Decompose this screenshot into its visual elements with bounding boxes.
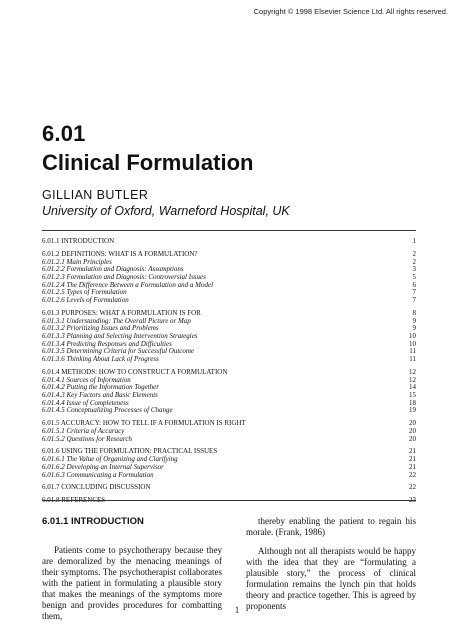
toc-entry-page: 20 <box>409 419 416 428</box>
body-paragraph: Although not all therapists would be happy with the idea that they are “formulating a plausible story,” the process of clinical formulation remains the lynch pin that holds theory and practice together. This is agreed by proponents <box>246 546 416 611</box>
toc-top-rule <box>42 230 416 231</box>
toc-entry-title: 6.01.3.3 Planning and Selecting Intervention Strategies <box>42 331 198 340</box>
toc-subsection-entry <box>42 297 416 305</box>
toc-entry-page: 19 <box>409 406 416 415</box>
right-column <box>246 516 416 612</box>
toc-entry-page: 22 <box>409 470 416 479</box>
copyright-notice: Copyright © 1998 Elsevier Science Ltd. All rights reserved. <box>253 7 448 16</box>
toc-entry-page: 9 <box>412 316 416 325</box>
section-heading: 6.01.1 INTRODUCTION <box>42 516 144 527</box>
toc-entry-title: 6.01.2 DEFINITIONS: WHAT IS A FORMULATION? <box>42 249 198 258</box>
toc-entry-title: 6.01.3 PURPOSES: WHAT A FORMULATION IS FOR <box>42 308 201 317</box>
toc-entry-title: 6.01.8 REFERENCES <box>42 496 106 505</box>
toc-entry-title: 6.01.4.4 Issue of Completeness <box>42 398 129 407</box>
toc-entry-page: 12 <box>409 375 416 384</box>
toc-entry-page: 1 <box>412 237 416 245</box>
toc-entry-title: 6.01.4.5 Conceptualizing Processes of Change <box>42 406 173 415</box>
intro-paragraph: Patients come to psychotherapy because they are demoralized by the menacing meanings of their symptoms. The psychotherapist collaborates with the patient in formulating a plausible story that makes the meanings of the symptoms more benign and provides procedures for combatting them, <box>42 545 222 621</box>
toc-entry-page: 18 <box>409 398 416 407</box>
toc-entry-page: 20 <box>409 426 416 435</box>
page-number: 1 <box>234 605 240 615</box>
toc-entry-title: 6.01.6 USING THE FORMULATION: PRACTICAL ISSUES <box>42 447 218 456</box>
toc-entry-title: 6.01.4 METHODS: HOW TO CONSTRUCT A FORMULATION <box>42 367 228 376</box>
toc-entry-page: 11 <box>409 347 416 356</box>
toc-entry-title: 6.01.4.2 Putting the Information Together <box>42 383 159 392</box>
toc-entry-page: 21 <box>409 447 416 456</box>
toc-entry-title: 6.01.2.3 Formulation and Diagnosis: Controversial Issues <box>42 272 206 281</box>
toc-entry-page: 2 <box>412 249 416 258</box>
toc-entry-page: 3 <box>412 265 416 274</box>
toc-entry-title: 6.01.2.6 Levels of Formulation <box>42 296 129 304</box>
toc-entry-page: 2 <box>412 257 416 266</box>
toc-entry-page: 9 <box>412 324 416 333</box>
toc-entry-title: 6.01.2.4 The Difference Between a Formulation and a Model <box>42 280 214 289</box>
toc-entry-title: 6.01.7 CONCLUDING DISCUSSION <box>42 483 151 492</box>
toc-entry-page: 10 <box>409 331 416 340</box>
toc-entry-title: 6.01.3.5 Determining Criteria for Successful Outcome <box>42 347 195 356</box>
toc-entry-title: 6.01.3.1 Understanding: The Overall Picture or Map <box>42 316 191 325</box>
toc-subsection-entry <box>42 356 416 364</box>
author-affiliation: University of Oxford, Warneford Hospital, UK <box>42 204 290 218</box>
toc-entry-page: 21 <box>409 455 416 464</box>
toc-section-entry <box>42 497 416 505</box>
toc-entry-title: 6.01.5.2 Questions for Research <box>42 434 132 443</box>
toc-entry-title: 6.01.6.3 Communicating a Formulation <box>42 470 154 479</box>
toc-entry-title: 6.01.3.6 Thinking About Lack of Progress <box>42 355 159 363</box>
chapter-title: Clinical Formulation <box>42 150 254 175</box>
toc-bottom-rule <box>42 500 416 501</box>
toc-entry-title: 6.01.1 INTRODUCTION <box>42 237 115 245</box>
toc-entry-page: 15 <box>409 390 416 399</box>
toc-entry-page: 6 <box>412 280 416 289</box>
toc-entry-page: 8 <box>412 308 416 317</box>
toc-subsection-entry <box>42 472 416 480</box>
toc-entry-page: 7 <box>412 288 416 297</box>
toc-entry-title: 6.01.6.2 Developing an Internal Supervisor <box>42 462 164 471</box>
toc-entry-title: 6.01.3.4 Predicting Responses and Difficulties <box>42 339 172 348</box>
author-name: GILLIAN BUTLER <box>42 188 149 202</box>
toc-entry-title: 6.01.4.1 Sources of Information <box>42 375 131 384</box>
toc-entry-page: 11 <box>409 355 416 363</box>
table-of-contents <box>42 238 416 505</box>
toc-entry-page: 7 <box>412 296 416 304</box>
toc-section-entry <box>42 238 416 246</box>
toc-subsection-entry <box>42 436 416 444</box>
toc-entry-title: 6.01.5 ACCURACY: HOW TO TELL IF A FORMULATION IS RIGHT <box>42 419 246 428</box>
toc-section-entry <box>42 484 416 492</box>
quote-continuation: thereby enabling the patient to regain his morale. (Frank, 1986) <box>246 516 416 537</box>
toc-entry-page: 12 <box>409 367 416 376</box>
toc-entry-page: 22 <box>409 483 416 492</box>
toc-entry-title: 6.01.4.3 Key Factors and Basic Elements <box>42 390 158 399</box>
chapter-number: 6.01 <box>42 121 86 146</box>
toc-entry-page: 10 <box>409 339 416 348</box>
toc-entry-title: 6.01.3.2 Prioritizing Issues and Problems <box>42 324 159 333</box>
toc-entry-page: 14 <box>409 383 416 392</box>
toc-entry-title: 6.01.6.1 The Value of Organizing and Clarifying <box>42 455 178 464</box>
toc-entry-page: 21 <box>409 462 416 471</box>
toc-entry-page: 20 <box>409 434 416 443</box>
toc-entry-title: 6.01.5.1 Criteria of Accuracy <box>42 426 125 435</box>
toc-entry-title: 6.01.2.5 Types of Formulation <box>42 288 127 297</box>
toc-entry-page: 23 <box>409 496 416 505</box>
toc-entry-title: 6.01.2.2 Formulation and Diagnosis: Assumptions <box>42 265 184 274</box>
toc-entry-page: 5 <box>412 272 416 281</box>
toc-entry-title: 6.01.2.1 Main Principles <box>42 257 112 266</box>
toc-subsection-entry <box>42 407 416 415</box>
